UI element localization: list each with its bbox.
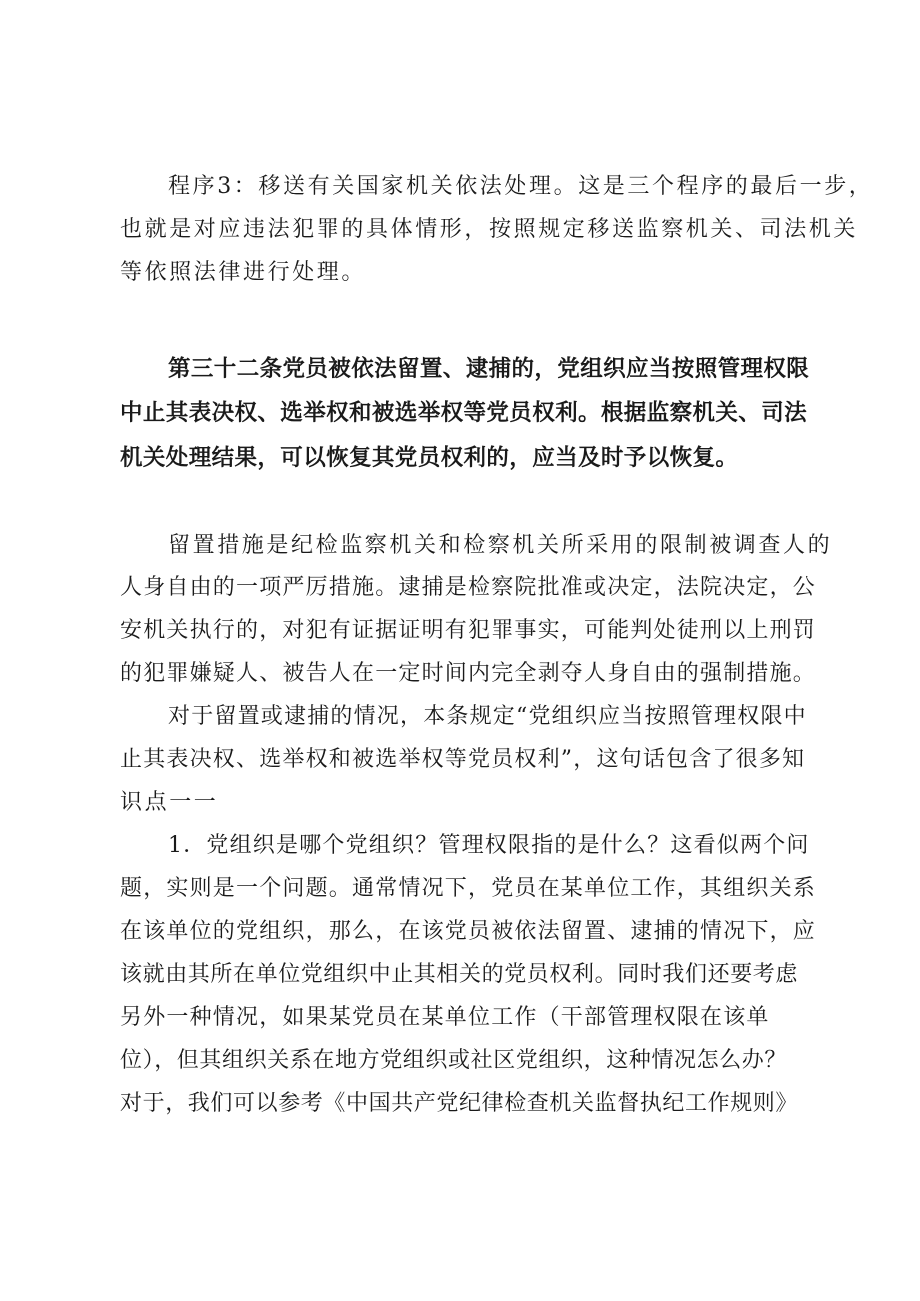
text-line: 对于，我们可以参考《中国共产党纪律检查机关监督执纪工作规则》: [120, 1091, 799, 1116]
text-line: 止其表决权、选举权和被选举权等党员权利”，这句话包含了很多知: [120, 747, 806, 772]
text-line: 在该单位的党组织，那么，在该党员被依法留置、逮捕的情况下，应: [120, 919, 817, 944]
text-line: 1．党组织是哪个党组织？管理权限指的是什么？这看似两个问: [168, 833, 810, 858]
text-line: 也就是对应违法犯罪的具体情形，按照规定移送监察机关、司法机关: [120, 217, 859, 242]
text-line: 人身自由的一项严厉措施。逮捕是检察院批准或决定，法院决定，公: [120, 575, 817, 600]
text-line: 程序3：移送有关国家机关依法处理。这是三个程序的最后一步，: [168, 174, 874, 199]
text-line: 机关处理结果，可以恢复其党员权利的，应当及时予以恢复。: [120, 445, 739, 471]
text-line: 第三十二条党员被依法留置、逮捕的，党组织应当按照管理权限: [168, 356, 810, 382]
text-line: 中止其表决权、选举权和被选举权等党员权利。根据监察机关、司法: [120, 400, 808, 426]
text-line: 安机关执行的，对犯有证据证明有犯罪事实，可能判处徒刑以上刑罚: [120, 618, 817, 643]
text-line: 识点一一: [120, 790, 219, 815]
text-line: 位），但其组织关系在地方党组织或社区党组织，这种情况怎么办？: [120, 1048, 788, 1073]
text-line: 对于留置或逮捕的情况，本条规定“党组织应当按照管理权限中: [168, 704, 807, 729]
text-line: 该就由其所在单位党组织中止其相关的党员权利。同时我们还要考虑: [120, 962, 799, 987]
text-line: 等依照法律进行处理。: [120, 260, 367, 285]
text-line: 题，实则是一个问题。通常情况下，党员在某单位工作，其组织关系: [120, 876, 817, 901]
text-line: 留置措施是纪检监察机关和检察机关所采用的限制被调查人的: [168, 533, 833, 558]
text-line: 另外一种情况，如果某党员在某单位工作（干部管理权限在该单: [120, 1005, 770, 1030]
text-line: 的犯罪嫌疑人、被告人在一定时间内完全剥夺人身自由的强制措施。: [120, 661, 817, 686]
